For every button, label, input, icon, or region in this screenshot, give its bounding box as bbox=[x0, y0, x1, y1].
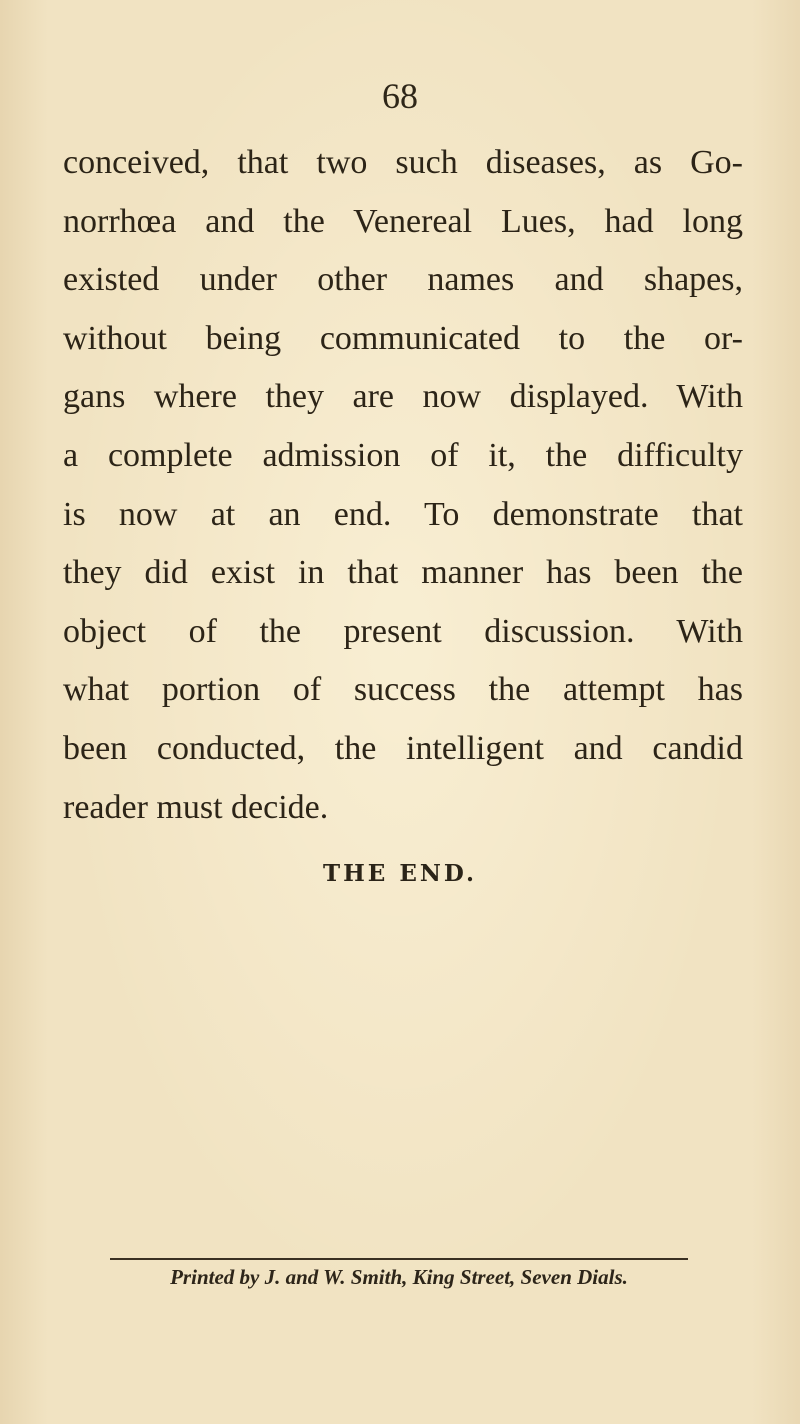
text-line: norrhœa and the Venereal Lues, had long bbox=[63, 202, 743, 240]
page-number: 68 bbox=[382, 76, 418, 116]
printer-imprint: Printed by J. and W. Smith, King Street, Seven Dials. bbox=[170, 1265, 628, 1289]
text-line: existed under other names and shapes, bbox=[63, 261, 743, 299]
divider-rule bbox=[110, 1258, 688, 1260]
text-line: what portion of success the attempt has bbox=[63, 671, 743, 709]
text-line: without being communicated to the or- bbox=[63, 319, 743, 357]
text-line: a complete admission of it, the difficulty bbox=[63, 436, 743, 474]
text-line: object of the present discussion. With bbox=[63, 612, 743, 650]
text-line: conceived, that two such diseases, as Go- bbox=[63, 144, 743, 181]
text-line: they did exist in that manner has been the bbox=[63, 554, 743, 592]
text-line: reader must decide. bbox=[63, 788, 329, 826]
the-end-heading: THE END. bbox=[322, 860, 478, 887]
text-line: been conducted, the intelligent and candid bbox=[63, 729, 743, 767]
text-line: is now at an end. To demonstrate that bbox=[63, 495, 743, 533]
body-text bbox=[63, 134, 743, 837]
text-line: gans where they are now displayed. With bbox=[63, 378, 743, 416]
